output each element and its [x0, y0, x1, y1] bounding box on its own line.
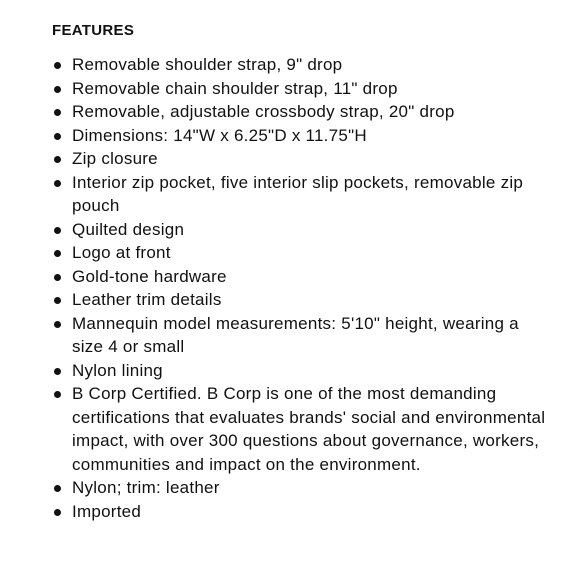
feature-item	[52, 218, 552, 242]
feature-text: Removable shoulder strap, 9" drop	[72, 55, 343, 74]
feature-item	[52, 476, 552, 500]
bullet-icon	[54, 391, 61, 398]
bullet-icon	[54, 133, 61, 140]
bullet-icon	[54, 180, 61, 187]
feature-item	[52, 382, 552, 476]
bullet-icon	[54, 109, 61, 116]
feature-text: Gold-tone hardware	[72, 266, 227, 286]
bullet-icon	[54, 274, 61, 281]
feature-item	[52, 147, 552, 171]
feature-text: Imported	[72, 501, 142, 521]
bullet-icon	[54, 156, 61, 163]
bullet-icon	[54, 227, 61, 234]
feature-item	[52, 265, 552, 289]
feature-item	[52, 241, 552, 265]
feature-text: Leather trim details	[72, 290, 222, 309]
bullet-icon	[54, 321, 61, 328]
feature-text: Nylon lining	[72, 360, 163, 380]
feature-item	[52, 312, 552, 359]
feature-text: Dimensions: 14"W x 6.25"D x 11.75"H	[72, 125, 367, 145]
feature-text: Zip closure	[72, 149, 158, 168]
feature-text: Interior zip pocket, five interior slip pockets, removable zip pouch	[72, 172, 524, 215]
bullet-icon	[54, 62, 61, 69]
feature-item	[52, 288, 552, 312]
feature-item	[52, 124, 552, 148]
features-heading: FEATURES	[52, 22, 135, 39]
bullet-icon	[54, 250, 61, 257]
feature-item	[52, 359, 552, 383]
feature-item	[52, 53, 552, 77]
features-list	[52, 53, 552, 523]
feature-text: Mannequin model measurements: 5'10" height, wearing a size 4 or small	[72, 313, 519, 356]
bullet-icon	[54, 368, 61, 375]
bullet-icon	[54, 485, 61, 492]
feature-item	[52, 77, 552, 101]
feature-text: B Corp Certified. B Corp is one of the most demanding certifications that evaluates brands' social and environmental impact, with over 300 questions about governance, workers, communities and impact on the environment.	[72, 384, 546, 474]
bullet-icon	[54, 297, 61, 304]
feature-text: Logo at front	[72, 243, 171, 262]
feature-text: Removable, adjustable crossbody strap, 20" drop	[72, 102, 455, 121]
feature-text: Removable chain shoulder strap, 11" drop	[72, 78, 398, 98]
feature-item	[52, 500, 552, 524]
feature-item	[52, 100, 552, 124]
feature-item	[52, 171, 552, 218]
feature-text: Nylon; trim: leather	[72, 478, 220, 497]
bullet-icon	[54, 86, 61, 93]
bullet-icon	[54, 509, 61, 516]
feature-text: Quilted design	[72, 219, 185, 239]
